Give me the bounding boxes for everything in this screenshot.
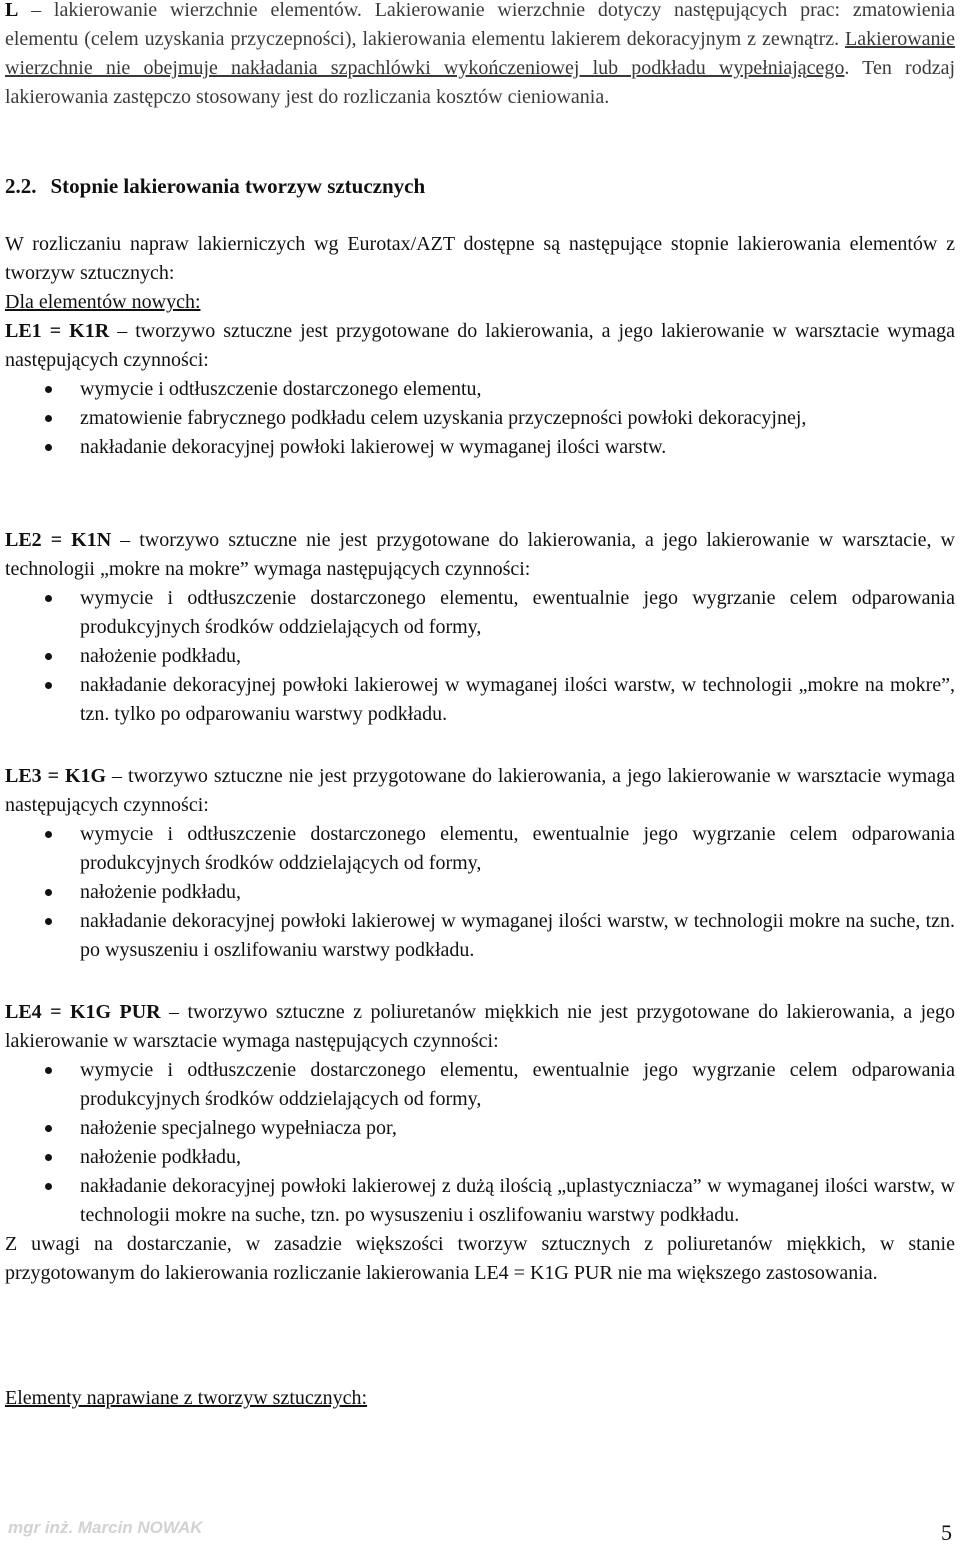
- lead-block: [5, 230, 955, 462]
- bullet-icon: [45, 889, 52, 896]
- bullet-icon: [45, 1125, 52, 1132]
- le4-list: [5, 1056, 955, 1230]
- repaired-elements-label: Elementy naprawiane z tworzyw sztucznych:: [5, 1387, 368, 1409]
- le2-paragraph: [5, 526, 955, 584]
- list-item: wymycie i odtłuszczenie dostarczonego elementu, ewentualnie jego wygrzanie celem odparowania produkcyjnych środków oddzielających od formy,: [5, 584, 955, 642]
- list-item: wymycie i odtłuszczenie dostarczonego elementu, ewentualnie jego wygrzanie celem odparowania produkcyjnych środków oddzielających od formy,: [5, 820, 955, 878]
- intro-code: L: [5, 0, 19, 21]
- list-item: nakładanie dekoracyjnej powłoki lakierowej w wymaganej ilości warstw, w technologii mokre na suche, tzn. po wysuszeniu i oszlifowaniu warstwy podkładu.: [5, 907, 955, 965]
- intro-underlined-text: Lakierowanie wierzchnie nie obejmuje nakładania szpachlówki wykończeniowej lub podkładu wypełniającego: [5, 28, 955, 79]
- intro-rest-text: . Ten rodzaj lakierowania zastępczo stosowany jest do rozliczania kosztów cieniowania.: [5, 57, 956, 108]
- bullet-icon: [45, 1067, 52, 1074]
- bullet-icon: [45, 918, 52, 925]
- bullet-icon: [45, 595, 52, 602]
- le2-code: LE2 = K1N: [5, 529, 112, 551]
- intro-text: – lakierowanie wierzchnie elementów. Lakierowanie wierzchnie dotyczy następujących prac: zmatowienia elementu (celem uzyskania przyczepności), lakierowania elementu lakierem dekoracyjnym z zewnątrz.: [5, 0, 955, 50]
- list-item: wymycie i odtłuszczenie dostarczonego elementu,: [5, 375, 955, 404]
- list-item: wymycie i odtłuszczenie dostarczonego elementu, ewentualnie jego wygrzanie celem odparowania produkcyjnych środków oddzielających od formy,: [5, 1056, 955, 1114]
- le3-text: – tworzywo sztuczne nie jest przygotowane do lakierowania, a jego lakierowanie w warsztacie wymaga następujących czynności:: [5, 765, 955, 816]
- le1-text: – tworzywo sztuczne jest przygotowane do lakierowania, a jego lakierowanie w warsztacie wymaga następujących czynności:: [5, 320, 955, 371]
- page-number: 5: [941, 1520, 952, 1545]
- list-item: nałożenie podkładu,: [5, 642, 955, 671]
- list-item: nakładanie dekoracyjnej powłoki lakierowej w wymaganej ilości warstw.: [5, 433, 955, 462]
- le3-code: LE3 = K1G: [5, 765, 107, 787]
- lead-paragraph: W rozliczaniu napraw lakierniczych wg Eurotax/AZT dostępne są następujące stopnie lakierowania elementów z tworzyw sztucznych:: [5, 233, 955, 284]
- le3-block: [5, 762, 955, 965]
- le1-list: [5, 375, 955, 462]
- le1-code: LE1 = K1R: [5, 320, 110, 342]
- bullet-icon: [45, 1154, 52, 1161]
- bullet-icon: [45, 831, 52, 838]
- list-item: zmatowienie fabrycznego podkładu celem uzyskania przyczepności powłoki dekoracyjnej,: [5, 404, 955, 433]
- section-number: 2.2.: [5, 174, 37, 198]
- le3-list: [5, 820, 955, 965]
- footer-author: mgr inż. Marcin NOWAK: [8, 1518, 203, 1537]
- le2-text: – tworzywo sztuczne nie jest przygotowane do lakierowania, a jego lakierowanie w warsztacie, w technologii „mokre na mokre” wymaga następujących czynności:: [5, 529, 955, 580]
- bullet-icon: [45, 682, 52, 689]
- list-item: nałożenie specjalnego wypełniacza por,: [5, 1114, 955, 1143]
- note-paragraph: Z uwagi na dostarczanie, w zasadzie większości tworzyw sztucznych z poliuretanów miękkich, w stanie przygotowanym do lakierowania rozliczanie lakierowania LE4 = K1G PUR nie ma większego zastosowania.: [5, 1233, 955, 1284]
- le4-code: LE4 = K1G PUR: [5, 1001, 161, 1023]
- le2-block: [5, 526, 955, 729]
- list-item: nakładanie dekoracyjnej powłoki lakierowej z dużą ilością „uplastyczniacza” w wymaganej ilości warstw, w technologii mokre na suche, tzn. po wysuszeniu i oszlifowaniu warstwy podkładu.: [5, 1172, 955, 1230]
- new-elements-label: Dla elementów nowych:: [5, 291, 201, 313]
- section-title: Stopnie lakierowania tworzyw sztucznych: [50, 174, 426, 198]
- bullet-icon: [45, 415, 52, 422]
- le2-list: [5, 584, 955, 729]
- intro-paragraph: [5, 0, 955, 112]
- le4-block: [5, 998, 955, 1288]
- le4-paragraph: [5, 998, 955, 1056]
- bullet-icon: [45, 444, 52, 451]
- list-item: nałożenie podkładu,: [5, 878, 955, 907]
- bullet-icon: [45, 653, 52, 660]
- list-item: nakładanie dekoracyjnej powłoki lakierowej w wymaganej ilości warstw, w technologii „mokre na mokre”, tzn. tylko po odparowaniu warstwy podkładu.: [5, 671, 955, 729]
- bullet-icon: [45, 386, 52, 393]
- section-heading: [5, 172, 425, 200]
- list-item: nałożenie podkładu,: [5, 1143, 955, 1172]
- le1-paragraph: [5, 317, 955, 375]
- le4-text: – tworzywo sztuczne z poliuretanów miękkich nie jest przygotowane do lakierowania, a jego lakierowanie w warsztacie wymaga następujących czynności:: [5, 1001, 956, 1052]
- le3-paragraph: [5, 762, 955, 820]
- bullet-icon: [45, 1183, 52, 1190]
